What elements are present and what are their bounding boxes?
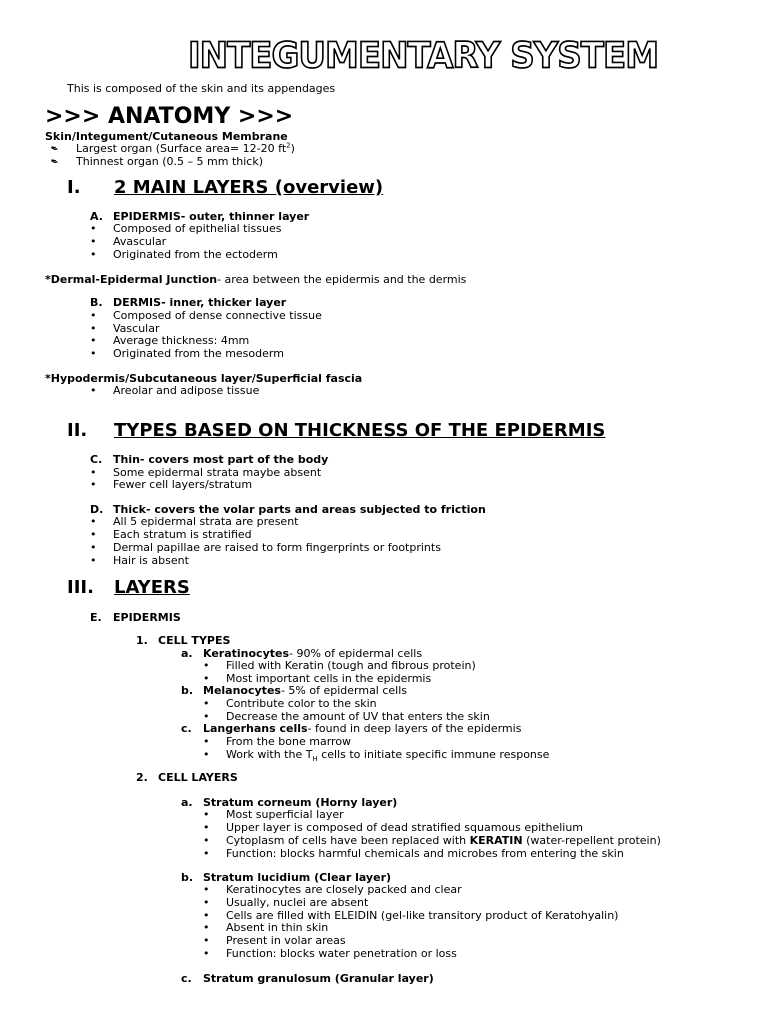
bullet: • <box>90 322 97 335</box>
list-item: Most superficial layer <box>226 808 344 821</box>
list-item: Fewer cell layers/stratum <box>113 478 253 491</box>
bullet: • <box>203 697 210 710</box>
list-item: Upper layer is composed of dead stratified squamous epithelium <box>226 821 584 834</box>
bullet: • <box>203 947 210 960</box>
document-title: INTEGUMENTARY SYSTEM <box>188 35 659 77</box>
list-item: Absent in thin skin <box>226 921 329 934</box>
bullet: • <box>203 921 210 934</box>
list-item: Decrease the amount of UV that enters the skin <box>226 710 490 723</box>
melanocytes-item: Melanocytes- 5% of epidermal cells <box>203 684 408 697</box>
list-label: 1. <box>136 634 148 647</box>
list-item: Composed of epithelial tissues <box>113 222 282 235</box>
feather-bullet-icon: ✒ <box>48 155 61 170</box>
cell-layers-heading: CELL LAYERS <box>158 771 238 784</box>
list-item: Keratinocytes are closely packed and clear <box>226 883 462 896</box>
bullet: • <box>90 528 97 541</box>
list-label: a. <box>181 796 193 809</box>
intro-text: This is composed of the skin and its appendages <box>67 82 336 95</box>
thin-item: Thin- covers most part of the body <box>113 453 329 466</box>
bullet: • <box>90 541 97 554</box>
section-heading: TYPES BASED ON THICKNESS OF THE EPIDERMIS <box>114 420 606 441</box>
bullet: • <box>203 659 210 672</box>
list-label: c. <box>181 972 192 985</box>
stratum-corneum-heading: Stratum corneum (Horny layer) <box>203 796 398 809</box>
skin-point-2: Thinnest organ (0.5 – 5 mm thick) <box>76 155 263 168</box>
bullet: • <box>203 808 210 821</box>
keratinocytes-item: Keratinocytes- 90% of epidermal cells <box>203 647 423 660</box>
bullet: • <box>90 248 97 261</box>
bullet: • <box>90 554 97 567</box>
bullet: • <box>90 515 97 528</box>
bullet: • <box>90 478 97 491</box>
list-label: b. <box>181 871 194 884</box>
list-item: Areolar and adipose tissue <box>113 384 260 397</box>
epidermis-heading: EPIDERMIS <box>113 611 181 624</box>
dermis-item: DERMIS- inner, thicker layer <box>113 296 287 309</box>
list-label: a. <box>181 647 193 660</box>
bullet: • <box>203 847 210 860</box>
list-item: Usually, nuclei are absent <box>226 896 369 909</box>
bullet: • <box>203 896 210 909</box>
bullet: • <box>203 710 210 723</box>
list-item: Each stratum is stratified <box>113 528 252 541</box>
junction-note: *Dermal-Epidermal Junction- area between the epidermis and the dermis <box>45 273 467 286</box>
list-item: Cytoplasm of cells have been replaced with KERATIN (water-repellent protein) <box>226 834 661 847</box>
bullet: • <box>90 309 97 322</box>
list-item: Originated from the ectoderm <box>113 248 278 261</box>
bullet: • <box>90 466 97 479</box>
list-label: A. <box>90 210 103 223</box>
list-item: Function: blocks harmful chemicals and microbes from entering the skin <box>226 847 624 860</box>
section-heading: LAYERS <box>114 577 190 598</box>
bullet: • <box>90 235 97 248</box>
cell-types-heading: CELL TYPES <box>158 634 231 647</box>
section-numeral: III. <box>67 577 94 598</box>
bullet: • <box>203 821 210 834</box>
epidermis-item: EPIDERMIS- outer, thinner layer <box>113 210 310 223</box>
list-item: Filled with Keratin (tough and fibrous protein) <box>226 659 476 672</box>
bullet: • <box>203 748 210 761</box>
list-label: B. <box>90 296 103 309</box>
bullet: • <box>90 334 97 347</box>
feather-bullet-icon: ✒ <box>48 142 61 157</box>
bullet: • <box>90 347 97 360</box>
list-item: All 5 epidermal strata are present <box>113 515 299 528</box>
stratum-granulosum-heading: Stratum granulosum (Granular layer) <box>203 972 434 985</box>
bullet: • <box>203 909 210 922</box>
list-item: Hair is absent <box>113 554 189 567</box>
list-label: E. <box>90 611 102 624</box>
list-label: b. <box>181 684 194 697</box>
list-item: Present in volar areas <box>226 934 346 947</box>
list-item: Vascular <box>113 322 160 335</box>
list-item: From the bone marrow <box>226 735 352 748</box>
langerhans-item: Langerhans cells- found in deep layers of the epidermis <box>203 722 522 735</box>
bullet: • <box>203 672 210 685</box>
section-numeral: I. <box>67 177 81 198</box>
stratum-lucidium-heading: Stratum lucidium (Clear layer) <box>203 871 392 884</box>
bullet: • <box>203 883 210 896</box>
bullet: • <box>90 222 97 235</box>
list-item: Avascular <box>113 235 167 248</box>
anatomy-heading: >>> ANATOMY >>> <box>45 104 294 129</box>
skin-heading: Skin/Integument/Cutaneous Membrane <box>45 130 288 143</box>
list-label: c. <box>181 722 192 735</box>
list-item: Work with the $T_H$ cells to initiate specific immune response <box>226 748 550 764</box>
list-item: Function: blocks water penetration or loss <box>226 947 457 960</box>
list-label: 2. <box>136 771 148 784</box>
bullet: • <box>203 934 210 947</box>
list-item: Composed of dense connective tissue <box>113 309 322 322</box>
list-label: D. <box>90 503 104 516</box>
section-heading: 2 MAIN LAYERS (overview) <box>114 177 384 198</box>
skin-point-1: Largest organ (Surface area= 12-20 $ft^2$) <box>76 141 295 155</box>
bullet: • <box>90 384 97 397</box>
list-item: Originated from the mesoderm <box>113 347 284 360</box>
list-item: Most important cells in the epidermis <box>226 672 432 685</box>
thick-item: Thick- covers the volar parts and areas subjected to friction <box>113 503 486 516</box>
list-item: Average thickness: 4mm <box>113 334 250 347</box>
hypodermis-note: *Hypodermis/Subcutaneous layer/Superficial fascia <box>45 372 363 385</box>
list-item: Contribute color to the skin <box>226 697 377 710</box>
list-item: Cells are filled with ELEIDIN (gel-like transitory product of Keratohyalin) <box>226 909 619 922</box>
list-label: C. <box>90 453 103 466</box>
bullet: • <box>203 735 210 748</box>
list-item: Some epidermal strata maybe absent <box>113 466 322 479</box>
bullet: • <box>203 834 210 847</box>
section-numeral: II. <box>67 420 88 441</box>
list-item: Dermal papillae are raised to form fingerprints or footprints <box>113 541 441 554</box>
